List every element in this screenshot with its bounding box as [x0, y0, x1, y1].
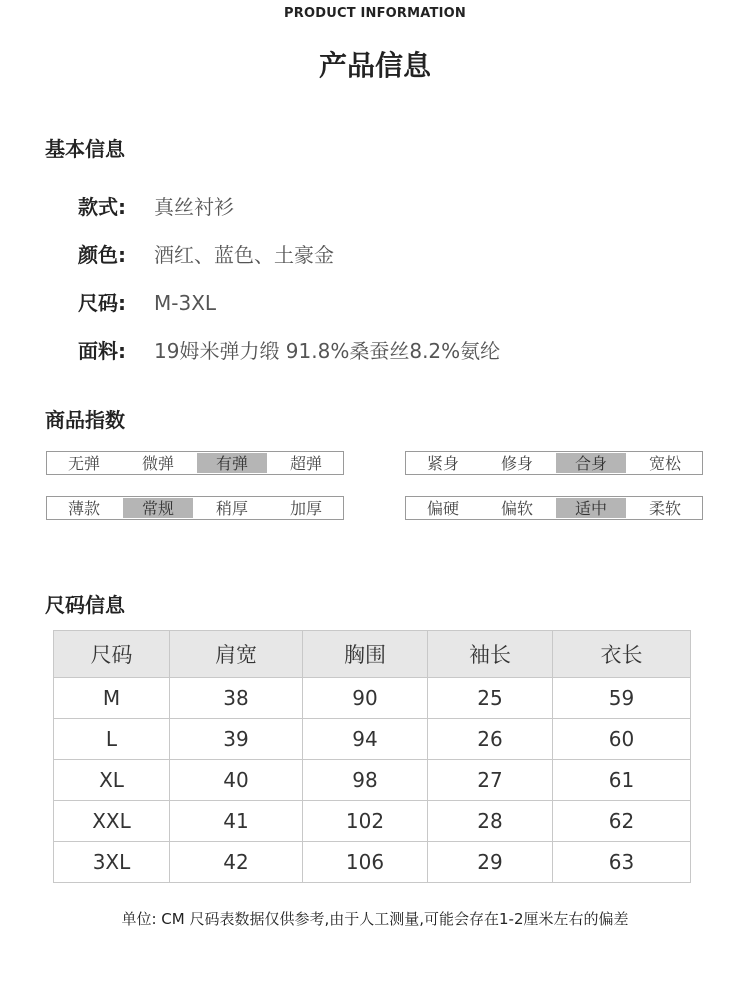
size-table: [53, 630, 691, 883]
table-cell: 29: [428, 842, 553, 883]
scale-option: 常规: [123, 498, 193, 518]
table-row: [54, 801, 691, 842]
table-cell: L: [54, 719, 170, 760]
info-row-fabric: [78, 336, 500, 366]
info-row-color: [78, 240, 334, 270]
scale-option: 薄款: [67, 499, 100, 518]
fit-scale: [405, 451, 703, 475]
page-title: 产品信息: [318, 49, 431, 82]
info-label: 尺码:: [78, 291, 126, 315]
scale-option: 稍厚: [215, 499, 248, 518]
scale-option: 修身: [500, 454, 533, 473]
table-cell: 38: [170, 678, 303, 719]
table-cell: XXL: [54, 801, 170, 842]
column-header: 胸围: [303, 631, 428, 678]
table-cell: XL: [54, 760, 170, 801]
scale-option: 适中: [556, 498, 626, 518]
table-cell: 102: [303, 801, 428, 842]
info-row-size: [78, 288, 216, 318]
scale-option: 微弹: [141, 454, 174, 473]
thickness-scale: [46, 496, 344, 520]
softness-scale: [405, 496, 703, 520]
table-cell: 90: [303, 678, 428, 719]
info-value: 真丝衬衫: [154, 195, 234, 219]
table-cell: 41: [170, 801, 303, 842]
size-info-heading: 尺码信息: [45, 593, 125, 617]
column-header: 肩宽: [170, 631, 303, 678]
table-header-row: [54, 631, 691, 678]
elasticity-scale: [46, 451, 344, 475]
column-header: 袖长: [428, 631, 553, 678]
page-subtitle: PRODUCT INFORMATION: [284, 6, 466, 21]
info-label: 面料:: [78, 339, 126, 363]
table-cell: 61: [553, 760, 691, 801]
table-cell: 60: [553, 719, 691, 760]
column-header: 衣长: [553, 631, 691, 678]
table-row: [54, 842, 691, 883]
scale-option: 宽松: [648, 454, 681, 473]
table-cell: 94: [303, 719, 428, 760]
scale-option: 紧身: [426, 454, 459, 473]
table-cell: 40: [170, 760, 303, 801]
measurement-note: 单位: CM 尺码表数据仅供参考,由于人工测量,可能会存在1-2厘米左右的偏差: [121, 910, 629, 928]
scale-option: 柔软: [648, 499, 681, 518]
table-cell: 62: [553, 801, 691, 842]
info-row-style: [78, 192, 234, 222]
info-label: 颜色:: [78, 243, 126, 267]
table-cell: M: [54, 678, 170, 719]
table-cell: 26: [428, 719, 553, 760]
scale-option: 偏软: [500, 499, 533, 518]
table-cell: 106: [303, 842, 428, 883]
table-cell: 98: [303, 760, 428, 801]
info-label: 款式:: [78, 195, 126, 219]
scale-option: 加厚: [289, 499, 322, 518]
table-cell: 25: [428, 678, 553, 719]
scale-option: 偏硬: [426, 499, 459, 518]
basic-info-heading: 基本信息: [45, 137, 125, 161]
table-cell: 28: [428, 801, 553, 842]
scale-option: 无弹: [67, 454, 100, 473]
info-value: 19姆米弹力缎 91.8%桑蚕丝8.2%氨纶: [154, 339, 501, 363]
column-header: 尺码: [54, 631, 170, 678]
scale-option: 合身: [556, 453, 626, 473]
info-value: M-3XL: [154, 291, 217, 315]
scale-option: 超弹: [289, 454, 322, 473]
table-cell: 59: [553, 678, 691, 719]
table-row: [54, 760, 691, 801]
info-value: 酒红、蓝色、土豪金: [154, 243, 334, 267]
table-cell: 27: [428, 760, 553, 801]
table-cell: 63: [553, 842, 691, 883]
table-cell: 39: [170, 719, 303, 760]
table-row: [54, 678, 691, 719]
product-index-heading: 商品指数: [45, 408, 125, 432]
scale-option: 有弹: [197, 453, 267, 473]
table-cell: 42: [170, 842, 303, 883]
table-cell: 3XL: [54, 842, 170, 883]
table-row: [54, 719, 691, 760]
